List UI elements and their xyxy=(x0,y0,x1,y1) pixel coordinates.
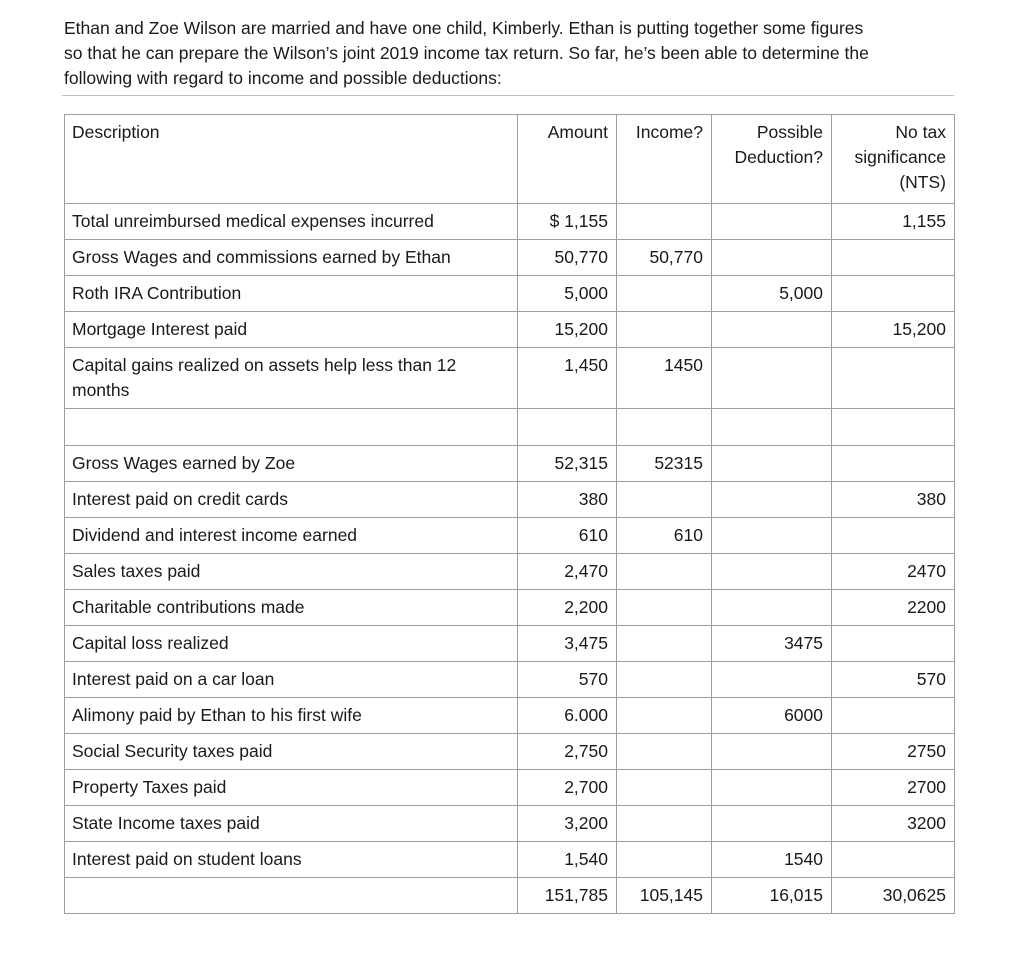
cell-deduction xyxy=(712,554,832,590)
cell-deduction: 3475 xyxy=(712,626,832,662)
intro-line: following with regard to income and possible deductions: xyxy=(64,68,502,88)
header-deduction-line: Deduction? xyxy=(734,147,823,167)
cell-income xyxy=(617,204,712,240)
cell-amount: 2,750 xyxy=(518,734,617,770)
table-row xyxy=(65,204,955,240)
table-row xyxy=(65,312,955,348)
cell-description: Charitable contributions made xyxy=(65,590,518,626)
cell-description: Capital loss realized xyxy=(65,626,518,662)
cell-description: Alimony paid by Ethan to his first wife xyxy=(65,698,518,734)
cell-deduction xyxy=(712,482,832,518)
cell-income xyxy=(617,662,712,698)
cell-description: Mortgage Interest paid xyxy=(65,312,518,348)
cell-amount: 3,200 xyxy=(518,806,617,842)
header-amount: Amount xyxy=(518,115,617,204)
cell-description: State Income taxes paid xyxy=(65,806,518,842)
cell-nts: 570 xyxy=(832,662,955,698)
cell-amount: 2,200 xyxy=(518,590,617,626)
cell-income xyxy=(617,554,712,590)
cell-income xyxy=(617,276,712,312)
cell-description: Interest paid on a car loan xyxy=(65,662,518,698)
cell-description xyxy=(65,409,518,446)
section-divider xyxy=(62,95,954,96)
cell-description: Dividend and interest income earned xyxy=(65,518,518,554)
cell-deduction xyxy=(712,590,832,626)
header-possible-deduction xyxy=(712,115,832,204)
table-row xyxy=(65,276,955,312)
cell-deduction xyxy=(712,312,832,348)
cell-description: Total unreimbursed medical expenses incurred xyxy=(65,204,518,240)
table-row xyxy=(65,842,955,878)
cell-nts xyxy=(832,626,955,662)
cell-nts xyxy=(832,446,955,482)
cell-amount: $ 1,155 xyxy=(518,204,617,240)
cell-deduction xyxy=(712,409,832,446)
cell-deduction: 6000 xyxy=(712,698,832,734)
cell-nts: 380 xyxy=(832,482,955,518)
cell-amount: 52,315 xyxy=(518,446,617,482)
intro-line: Ethan and Zoe Wilson are married and have one child, Kimberly. Ethan is putting together some figures xyxy=(64,18,864,38)
table-row xyxy=(65,662,955,698)
cell-amount: 570 xyxy=(518,662,617,698)
cell-nts: 2200 xyxy=(832,590,955,626)
cell-description: Interest paid on credit cards xyxy=(65,482,518,518)
table-row xyxy=(65,482,955,518)
cell-amount: 610 xyxy=(518,518,617,554)
total-amount: 151,785 xyxy=(518,878,617,914)
cell-income xyxy=(617,626,712,662)
cell-deduction xyxy=(712,518,832,554)
cell-nts: 2470 xyxy=(832,554,955,590)
cell-deduction xyxy=(712,806,832,842)
table-row xyxy=(65,626,955,662)
cell-deduction xyxy=(712,734,832,770)
cell-amount: 3,475 xyxy=(518,626,617,662)
header-nts-line: No tax xyxy=(895,122,946,142)
cell-description: Gross Wages and commissions earned by Ethan xyxy=(65,240,518,276)
table-row xyxy=(65,554,955,590)
cell-amount: 1,450 xyxy=(518,348,617,409)
cell-nts: 15,200 xyxy=(832,312,955,348)
table-totals-row xyxy=(65,878,955,914)
cell-amount: 50,770 xyxy=(518,240,617,276)
table-row-empty xyxy=(65,409,955,446)
cell-income: 52315 xyxy=(617,446,712,482)
table-row xyxy=(65,446,955,482)
table-row xyxy=(65,518,955,554)
table-row xyxy=(65,240,955,276)
table-row xyxy=(65,734,955,770)
cell-amount: 380 xyxy=(518,482,617,518)
cell-nts xyxy=(832,348,955,409)
header-description: Description xyxy=(65,115,518,204)
tax-items-table xyxy=(64,114,955,914)
cell-income xyxy=(617,734,712,770)
cell-deduction xyxy=(712,770,832,806)
cell-income xyxy=(617,590,712,626)
cell-description: Social Security taxes paid xyxy=(65,734,518,770)
cell-nts: 2700 xyxy=(832,770,955,806)
cell-description: Roth IRA Contribution xyxy=(65,276,518,312)
table-row xyxy=(65,806,955,842)
cell-nts: 2750 xyxy=(832,734,955,770)
header-income: Income? xyxy=(617,115,712,204)
header-no-tax-significance xyxy=(832,115,955,204)
cell-deduction xyxy=(712,662,832,698)
cell-nts: 3200 xyxy=(832,806,955,842)
total-nts: 30,0625 xyxy=(832,878,955,914)
cell-amount: 1,540 xyxy=(518,842,617,878)
cell-nts xyxy=(832,842,955,878)
table-row xyxy=(65,348,955,409)
cell-nts xyxy=(832,698,955,734)
cell-nts xyxy=(832,409,955,446)
cell-description xyxy=(65,878,518,914)
cell-income xyxy=(617,698,712,734)
table-row xyxy=(65,770,955,806)
table-row xyxy=(65,590,955,626)
cell-nts xyxy=(832,240,955,276)
intro-line: so that he can prepare the Wilson’s joint 2019 income tax return. So far, he’s been able to determine the xyxy=(64,43,869,63)
cell-amount: 6.000 xyxy=(518,698,617,734)
cell-deduction xyxy=(712,446,832,482)
cell-income: 1450 xyxy=(617,348,712,409)
header-nts-line: significance xyxy=(854,147,946,167)
cell-description: Gross Wages earned by Zoe xyxy=(65,446,518,482)
cell-nts xyxy=(832,276,955,312)
cell-amount: 15,200 xyxy=(518,312,617,348)
cell-deduction xyxy=(712,204,832,240)
cell-amount: 5,000 xyxy=(518,276,617,312)
cell-nts xyxy=(832,518,955,554)
cell-income: 50,770 xyxy=(617,240,712,276)
cell-description: Sales taxes paid xyxy=(65,554,518,590)
cell-amount: 2,470 xyxy=(518,554,617,590)
cell-income xyxy=(617,770,712,806)
intro-paragraph xyxy=(64,16,964,91)
cell-income xyxy=(617,806,712,842)
cell-income xyxy=(617,842,712,878)
cell-deduction xyxy=(712,348,832,409)
cell-description: Property Taxes paid xyxy=(65,770,518,806)
total-deduction: 16,015 xyxy=(712,878,832,914)
cell-amount: 2,700 xyxy=(518,770,617,806)
header-nts-line: (NTS) xyxy=(899,172,946,192)
cell-description: Capital gains realized on assets help less than 12 months xyxy=(65,348,518,409)
cell-income xyxy=(617,482,712,518)
cell-income xyxy=(617,409,712,446)
table-header-row xyxy=(65,115,955,204)
cell-deduction: 5,000 xyxy=(712,276,832,312)
cell-description: Interest paid on student loans xyxy=(65,842,518,878)
total-income: 105,145 xyxy=(617,878,712,914)
cell-amount xyxy=(518,409,617,446)
cell-income: 610 xyxy=(617,518,712,554)
header-deduction-line: Possible xyxy=(756,122,823,142)
table-row xyxy=(65,698,955,734)
cell-deduction: 1540 xyxy=(712,842,832,878)
cell-deduction xyxy=(712,240,832,276)
cell-income xyxy=(617,312,712,348)
cell-nts: 1,155 xyxy=(832,204,955,240)
